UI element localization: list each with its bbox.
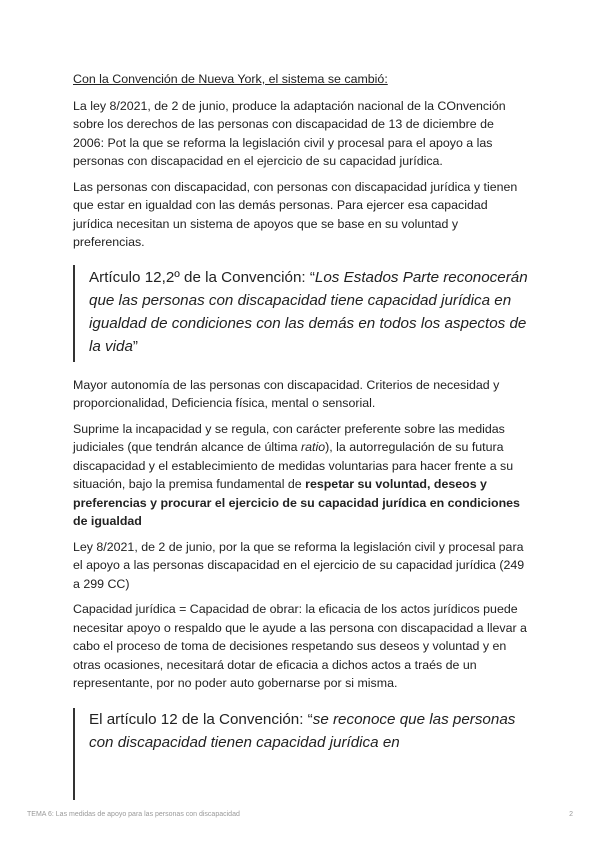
text-bold-premisa: respetar su voluntad, deseos y preferencias y procurar el ejercicio de su capacidad jurídica en condiciones de igualdad (73, 477, 520, 528)
text-italic-ratio: ratio (301, 440, 326, 454)
quote-italic-text: se reconoce que las personas con discapacidad tienen capacidad jurídica en (89, 710, 516, 751)
blockquote-articulo-12-2 (73, 265, 528, 362)
footer-title: TEMA 6: Las medidas de apoyo para las personas con discapacidad (27, 811, 240, 818)
paragraph-mayor-autonomia: Mayor autonomía de las personas con discapacidad. Criterios de necesidad y proporcionalidad, Deficiencia física, mental o sensorial. (73, 377, 500, 410)
paragraph-personas-discapacidad: Las personas con discapacidad, con personas con discapacidad jurídica y tienen que estar en igualdad con las demás personas. Para ejercer esa capacidad jurídica necesitan un sistema de apoyos que se base en su voluntad y preferencias. (73, 179, 518, 249)
quote-lead: El artículo 12 de la Convención: “ (89, 710, 313, 728)
section-heading: Con la Convención de Nueva York, el sistema se cambió: (73, 72, 388, 86)
blockquote-articulo-12 (73, 708, 528, 800)
quote-italic-text: Los Estados Parte reconocerán que las personas con discapacidad tiene capacidad jurídica en igualdad de condiciones con las demás en todos los aspectos de la vida (89, 268, 528, 355)
paragraph-ley-reforma: Ley 8/2021, de 2 de junio, por la que se reforma la legislación civil y procesal para el apoyo a las personas discapacidad en el ejercicio de su capacidad jurídica (249 a 299 CC) (73, 539, 525, 591)
paragraph-ley-8-2021: La ley 8/2021, de 2 de junio, produce la adaptación nacional de la COnvención sobre los derechos de las personas con discapacidad de 13 de diciembre de 2006: Pot la que se reforma la legislación civil y procesal para el apoyo a las personas con discapacidad en el ejercicio de su capacidad jurídica. (73, 98, 506, 168)
paragraph-capacidad-juridica: Capacidad jurídica = Capacidad de obrar: la eficacia de los actos jurídicos puede necesitar apoyo o respaldo que le ayude a las persona con discapacidad a llevar a cabo el proceso de toma de decisiones respetando sus deseos y voluntad y en otras ocasiones, necesitará dotar de eficacia a dichos actos a traés de un representante, por no poder auto gobernarse por si misma. (73, 602, 527, 690)
quote-close: ” (132, 337, 138, 355)
page-footer (27, 811, 573, 818)
page-number: 2 (569, 811, 573, 818)
quote-lead: Artículo 12,2º de la Convención: “ (89, 268, 315, 286)
document-body (73, 70, 528, 814)
paragraph-suprime-incapacidad (73, 420, 528, 531)
text-part-a: Suprime la incapacidad y se regula, con carácter preferente sobre las medidas judiciales (que tendrán alcance de última (73, 421, 505, 454)
text-part-b: ), la autorregulación de su futura discapacidad y el establecimiento de medidas voluntarias para hacer frente a su situación, bajo la premisa fundamental de (73, 440, 514, 491)
